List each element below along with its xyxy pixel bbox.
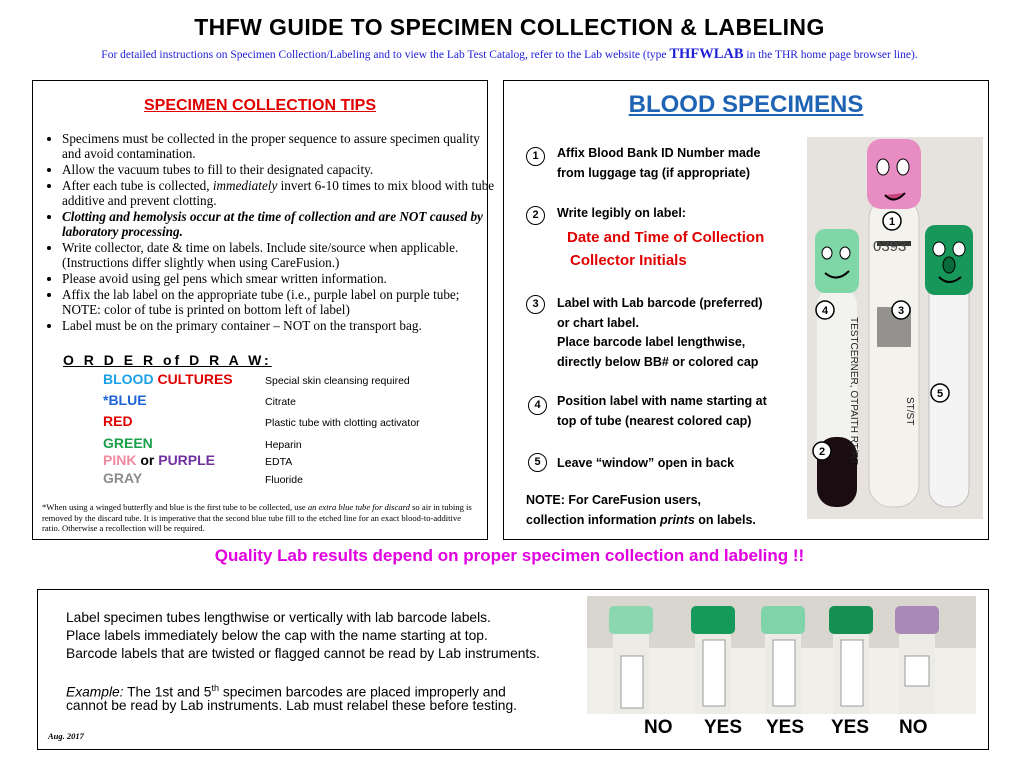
note-emphasis: prints bbox=[660, 512, 695, 527]
carefusion-note bbox=[526, 491, 756, 530]
verdict-label: NO bbox=[899, 717, 928, 738]
step-5-text: Leave “window” open in back bbox=[557, 456, 735, 470]
step-line: Write legibly on label: bbox=[557, 206, 686, 220]
tube-color-word: RED bbox=[103, 413, 133, 429]
step-1-text bbox=[557, 144, 761, 183]
tube-color-word: *BLUE bbox=[103, 392, 147, 408]
blood-specimens-panel bbox=[503, 80, 989, 540]
labeling-line: Barcode labels that are twisted or flagged cannot be read by Lab instruments. bbox=[66, 646, 540, 661]
verdict-label: NO bbox=[644, 717, 673, 738]
photo-marker-5: 5 bbox=[936, 388, 944, 400]
verdict-label: YES bbox=[831, 717, 870, 738]
blood-specimens-title: BLOOD SPECIMENS bbox=[628, 91, 864, 118]
subtitle-post: in the THR home page browser line). bbox=[743, 49, 918, 61]
tip-item: • Affix the lab label on the appropriate tube (i.e., purple label on purple tube; NOTE: color of tube is printed on bottom left of label) bbox=[62, 287, 498, 317]
photo-marker-4: 4 bbox=[821, 305, 829, 317]
step-3-text bbox=[557, 294, 763, 372]
tips-list bbox=[42, 131, 498, 334]
photo-marker-2: 2 bbox=[818, 446, 826, 458]
tube-color-word: CULTURES bbox=[157, 371, 233, 387]
footnote bbox=[42, 502, 480, 534]
tip-item: • Allow the vacuum tubes to fill to their designated capacity. bbox=[62, 162, 498, 177]
subtitle-keyword: THFWLAB bbox=[669, 46, 744, 62]
tube-color-word: BLOOD bbox=[103, 371, 158, 387]
subtitle-pre: For detailed instructions on Specimen Collection/Labeling and to view the Lab Test Catalog, refer to the Lab website (type bbox=[101, 49, 670, 61]
step-line: Label with Lab barcode (preferred) bbox=[557, 296, 763, 310]
tip-item: • Write collector, date & time on labels. Include site/source when applicable. (Instructions differ slightly when using CareFusion.) bbox=[62, 240, 498, 270]
step-line: Position label with name starting at bbox=[557, 394, 767, 408]
labeling-line: Place labels immediately below the cap with the name starting at top. bbox=[66, 628, 488, 643]
collector-initials-text: Collector Initials bbox=[570, 252, 687, 269]
draw-tube-name bbox=[103, 392, 147, 408]
step-line: Affix Blood Bank ID Number made bbox=[557, 146, 761, 160]
draw-tube-name bbox=[103, 470, 142, 486]
tube-color-word: or bbox=[136, 452, 159, 468]
draw-tube-additive: Heparin bbox=[265, 439, 302, 451]
note-line bbox=[526, 511, 756, 531]
rack-tube-5 bbox=[895, 606, 939, 714]
tip-emphasis: immediately bbox=[212, 178, 278, 193]
step-2-marker: 2 bbox=[526, 206, 545, 225]
example-label: Example: bbox=[66, 684, 124, 700]
labeling-panel bbox=[37, 589, 989, 750]
verdict-label: YES bbox=[704, 717, 743, 738]
date-time-text: Date and Time of Collection bbox=[567, 229, 765, 246]
note-text: collection information bbox=[526, 512, 661, 527]
tube-label-number: 0393 bbox=[873, 238, 907, 255]
step-3-marker: 3 bbox=[526, 295, 545, 314]
tube-color-word: PURPLE bbox=[158, 452, 216, 468]
tip-item: • Label must be on the primary container – NOT on the transport bag. bbox=[62, 318, 498, 333]
step-2-red-text bbox=[567, 226, 764, 272]
photo-marker-1: 1 bbox=[888, 216, 896, 228]
tube-color-word: GREEN bbox=[103, 435, 153, 451]
labeling-line: Label specimen tubes lengthwise or vertically with lab barcode labels. bbox=[66, 610, 491, 625]
draw-tube-name bbox=[103, 452, 215, 468]
example-text: The 1st and 5 bbox=[123, 684, 212, 700]
tips-title: SPECIMEN COLLECTION TIPS bbox=[143, 97, 376, 114]
tip-item bbox=[62, 178, 498, 208]
tip-text: invert 6-10 times to mix blood with tube additive and prevent clotting. bbox=[62, 178, 495, 208]
example-sup: th bbox=[211, 683, 219, 693]
blood-tubes-photo bbox=[807, 137, 983, 519]
step-line: directly below BB# or colored cap bbox=[557, 354, 759, 369]
step-5-marker: 5 bbox=[528, 453, 547, 472]
quality-banner: Quality Lab results depend on proper specimen collection and labeling !! bbox=[214, 546, 805, 565]
page-subtitle bbox=[0, 46, 1019, 63]
note-text: on labels. bbox=[694, 512, 756, 527]
tip-item: • Please avoid using gel pens which smear written information. bbox=[62, 271, 498, 286]
step-line: Place barcode label lengthwise, bbox=[557, 335, 746, 349]
revision-date: Aug. 2017 bbox=[48, 731, 84, 741]
tip-item: • Specimens must be collected in the proper sequence to assure specimen quality and avoid contamination. bbox=[62, 131, 498, 161]
rack-tube-2 bbox=[691, 606, 735, 714]
collection-tips-panel bbox=[32, 80, 495, 540]
draw-tube-additive: Fluoride bbox=[265, 474, 303, 486]
step-4-text bbox=[557, 392, 767, 431]
pink-cap-tube bbox=[867, 139, 921, 507]
step-line: top of tube (nearest colored cap) bbox=[557, 413, 752, 428]
footnote-pre: *When using a winged butterfly and blue is the first tube to be collected, use bbox=[42, 502, 308, 512]
draw-tube-name bbox=[103, 413, 133, 429]
tube-color-word: PINK bbox=[103, 452, 137, 468]
tip-text: After each tube is collected, bbox=[62, 178, 213, 193]
draw-tube-additive: Citrate bbox=[265, 396, 296, 408]
tube-label-type: ST/ST bbox=[904, 397, 915, 426]
draw-tube-additive: Special skin cleansing required bbox=[265, 375, 410, 387]
tube-rack-photo bbox=[587, 596, 976, 714]
footnote-emphasis: an extra blue tube for discard bbox=[307, 502, 410, 512]
green-cap-tube-right bbox=[925, 225, 973, 507]
example-line: cannot be read by Lab instruments. Lab must relabel these before testing. bbox=[66, 698, 517, 713]
step-line: or chart label. bbox=[557, 315, 639, 330]
page-title: THFW GUIDE TO SPECIMEN COLLECTION & LABELING bbox=[194, 14, 825, 40]
draw-tube-name bbox=[103, 371, 233, 387]
draw-tube-additive: EDTA bbox=[265, 456, 293, 468]
photo-marker-3: 3 bbox=[897, 305, 905, 317]
rack-tube-3 bbox=[761, 606, 805, 714]
step-1-marker: 1 bbox=[526, 147, 545, 166]
order-of-draw-title: O R D E R of D R A W: bbox=[63, 352, 272, 368]
example-text: specimen barcodes are placed improperly and bbox=[219, 684, 506, 700]
step-line: from luggage tag (if appropriate) bbox=[557, 165, 751, 180]
tube-color-word: GRAY bbox=[103, 470, 143, 486]
verdict-label: YES bbox=[766, 717, 805, 738]
draw-tube-name bbox=[103, 435, 153, 451]
draw-tube-additive: Plastic tube with clotting activator bbox=[265, 417, 420, 429]
tube-label-patient: TESTCERNER, OTPAITH RT/RT bbox=[848, 317, 859, 465]
tip-item: • Clotting and hemolysis occur at the time of collection and are NOT caused by laboratory processing. bbox=[62, 209, 498, 239]
rack-tube-4 bbox=[829, 606, 873, 714]
rack-tube-1 bbox=[609, 606, 653, 714]
step-2-text bbox=[557, 204, 686, 224]
footnote-post: so air in tubing is removed by the discard tube. It is imperative that the second blue tube fill to the etched line for an exact blood-to-additive ratio. Otherwise a recollection will be required. bbox=[42, 502, 472, 533]
note-line: NOTE: For CareFusion users, bbox=[526, 493, 702, 507]
step-4-marker: 4 bbox=[528, 396, 547, 415]
